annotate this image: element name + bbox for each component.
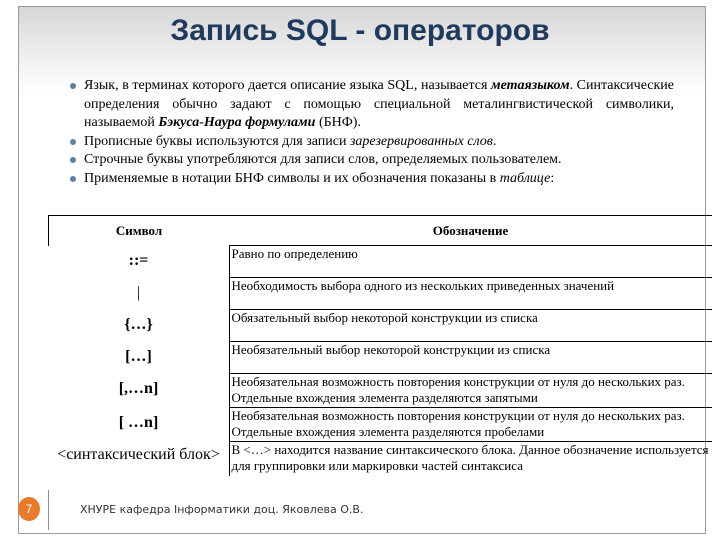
symbol-cell: | [136, 283, 141, 301]
table-row [49, 342, 713, 374]
bullet-item [84, 133, 674, 152]
table-row [49, 442, 713, 476]
header-meaning: Обозначение [229, 216, 712, 246]
bullet-text: (БНФ). [315, 115, 361, 130]
bullet-item [84, 77, 674, 133]
header-symbol: Символ [49, 216, 230, 246]
symbol-cell: {…} [124, 315, 153, 333]
table-row [49, 278, 713, 310]
meaning-cell: Необязательный выбор некоторой конструкции из списка [229, 342, 712, 374]
symbol-cell: <синтаксический блок> [57, 445, 220, 463]
bullet-item [84, 151, 674, 170]
bullet-emphasis: Бэкуса-Наура формулами [158, 115, 316, 130]
meaning-cell: Необязательная возможность повторения конструкции от нуля до нескольких раз. Отдельные вхождения элемента разделяются запятыми [229, 374, 712, 408]
bullet-list [84, 77, 674, 188]
bullet-emphasis: зарезервированных слов [349, 133, 493, 149]
bnf-table [48, 215, 712, 476]
footer-text: ХНУРЕ кафедра Інформатики доц. Яковлева О.В. [80, 503, 364, 516]
bullet-text: . [492, 133, 497, 149]
table-row [49, 408, 713, 442]
bullet-text: . Синтаксические определения обычно задают с помощью специальной металингвистической символики, называемой [84, 78, 674, 130]
bullet-emphasis: таблице [499, 170, 551, 186]
bullet-emphasis: метаязыком [491, 78, 570, 93]
symbol-cell: […] [125, 347, 152, 365]
meaning-cell: В <…> находится название синтаксического блока. Данное обозначение используется для группировки или маркировки частей синтаксиса [229, 442, 712, 476]
bullet-text: Строчные буквы употребляются для записи слов, определяемых пользователем. [84, 152, 562, 167]
table-row [49, 246, 713, 278]
symbol-cell: ::= [128, 251, 149, 269]
meaning-cell: Обязательный выбор некоторой конструкции из списка [229, 310, 712, 342]
meaning-cell: Равно по определению [229, 246, 712, 278]
symbol-cell: [ …n] [118, 413, 159, 431]
slide-title: Запись SQL - операторов [170, 14, 550, 47]
table-header-row [49, 216, 713, 246]
table-row [49, 310, 713, 342]
bullet-text: Язык, в терминах которого дается описание языка SQL, называется [84, 78, 492, 93]
bullet-text: : [550, 170, 555, 186]
bullet-item [84, 170, 674, 189]
footer-divider [48, 490, 49, 530]
bullet-text: Прописные буквы используются для записи [84, 133, 350, 149]
meaning-cell: Необязательная возможность повторения конструкции от нуля до нескольких раз. Отдельные вхождения элемента разделяются пробелами [229, 408, 712, 442]
bullet-text: Применяемые в нотации БНФ символы и их обозначения показаны в [84, 170, 500, 186]
table-row [49, 374, 713, 408]
meaning-cell: Необходимость выбора одного из нескольких приведенных значений [229, 278, 712, 310]
symbol-cell: [,…n] [118, 379, 159, 397]
page-number-badge: 7 [18, 497, 40, 521]
